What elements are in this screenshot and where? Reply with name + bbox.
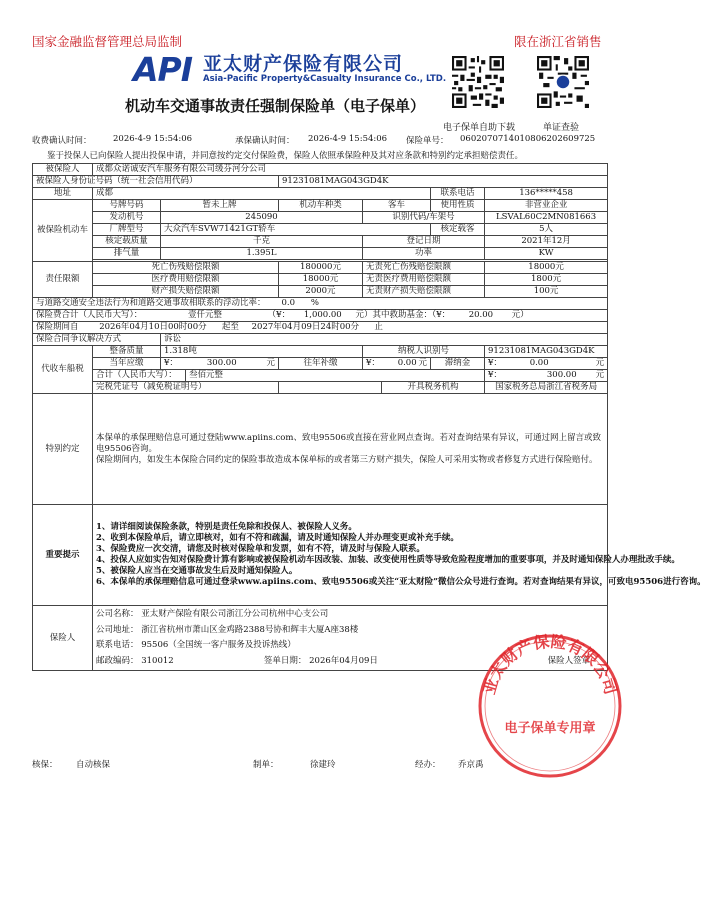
float-rate-value: 0.0 (281, 298, 295, 308)
load-value: 千克 (161, 236, 363, 248)
uw-confirm-time: 2026-4-9 15:54:06 (308, 134, 388, 144)
period-stop: 止 (374, 322, 383, 332)
insurer-seal-label: 保险人签章 (547, 656, 591, 667)
handler-label: 经办： (415, 760, 441, 770)
important-item: 5、被保险人应当在交通事故发生后及时通知保险人。 (96, 566, 298, 576)
tax-back-yen: ¥： (366, 358, 380, 368)
premium-total-row (33, 310, 608, 322)
policy-number: 0602070714010806202609725 (460, 134, 596, 144)
tax-current-label: 当年应缴 (93, 358, 161, 370)
tax-back-yuan: 元 (418, 358, 427, 368)
tax-back-cell (363, 358, 431, 370)
reg-date-value: 2021年12月 (485, 236, 608, 248)
rescue-fund-amount: 20.00 (468, 310, 494, 320)
important-notice-label: 重要提示 (33, 505, 93, 606)
regulator-note: 国家金融监督管理总局监制 (32, 34, 183, 49)
premium-total-amount: 1,000.00 (303, 310, 342, 320)
dispute-label: 保险合同争议解决方式 (33, 334, 161, 346)
period-row (33, 322, 608, 334)
insured-label: 被保险人 (33, 164, 93, 176)
important-item: 6、本保单的承保理赔信息可通过登录www.apiins.com、致电95506或关注“亚太财险”微信公众号进行查询。若对查询结果有异议，可致电95506进行咨询。 (96, 577, 706, 587)
special-terms-label: 特别约定 (33, 394, 93, 505)
phone-value: 136*****458 (485, 188, 608, 200)
seal-purpose-text: 电子保单专用章 (504, 721, 596, 736)
insurer-name-label: 公司名称： (96, 608, 139, 619)
address-value: 成都 (93, 188, 431, 200)
important-item: 3、保险费应一次交清，请您及时核对保险单和发票，如有不符，请及时与保险人联系。 (96, 544, 425, 554)
usage-label: 使用性质 (431, 200, 485, 212)
qr-code-verify[interactable] (537, 56, 589, 108)
important-notice-list (93, 505, 706, 606)
tax-current-yen: ¥： (164, 358, 178, 368)
vehicle-group-label: 被保险机动车 (33, 200, 93, 262)
reg-date-label: 登记日期 (363, 236, 485, 248)
qr-verify-caption: 单证查验 (543, 123, 580, 133)
phone-label: 联系电话 (431, 188, 485, 200)
nf-death-limit-value: 18000元 (485, 262, 608, 274)
plate-label: 号牌号码 (93, 200, 161, 212)
coverage-notice: 鉴于投保人已向保险人提出投保申请，并同意按约定交付保险费，保险人依照承保险种及其对应条款和特别约定承担赔偿责任。 (47, 151, 524, 161)
float-rate-label: 与道路交通安全违法行为和道路交通事故相联系的浮动比率： (36, 298, 266, 308)
medical-limit-label: 医疗费用赔偿限额 (93, 274, 279, 286)
insurer-zip-label: 邮政编码： (96, 656, 139, 667)
important-item: 2、收到本保险单后，请立即核对，如有不符和疏漏，请及时通知保险人并办理变更或补充手续。 (96, 533, 459, 543)
tax-sum-yen: ¥： (488, 370, 502, 380)
logo-chinese-name: 亚太财产保险有限公司 (203, 53, 404, 75)
nf-property-limit-value: 100元 (485, 286, 608, 298)
tax-cert-label: 完税凭证号（减免税证明号） (93, 382, 279, 394)
insurer-address-value: 浙江省杭州市萧山区金鸡路2388号协和辉丰大厦A座38楼 (141, 624, 359, 635)
vin-label: 识别代码/车架号 (363, 212, 485, 224)
nf-medical-limit-value: 1800元 (485, 274, 608, 286)
tax-cert-value (279, 382, 382, 394)
logo-api-mark: API (133, 50, 193, 89)
model-value: 大众汽车SVW71421GT轿车 (161, 224, 431, 236)
vin-value: LSVAL60C2MN081663 (485, 212, 608, 224)
curb-weight-label: 整备质量 (93, 346, 161, 358)
uw-confirm-label: 承保确认时间： (235, 136, 295, 146)
death-limit-value: 180000元 (279, 262, 363, 274)
insured-id: 91231081MAG043GD4K (279, 176, 608, 188)
vehicle-type-value: 客车 (363, 200, 431, 212)
review-label: 核保： (32, 760, 58, 770)
period-end: 2027年04月09日24时00分 (251, 322, 360, 332)
model-label: 厂牌型号 (93, 224, 161, 236)
insurer-name-value: 亚太财产保险有限公司浙江分公司杭州中心支公司 (141, 608, 329, 619)
tax-sum-yuan: 元 (595, 370, 605, 380)
insurer-address-label: 公司地址： (96, 624, 139, 635)
maker-value: 徐建玲 (310, 760, 336, 770)
premium-total-label: 保险费合计（人民币大写）： (36, 310, 143, 320)
company-seal-stamp (476, 632, 624, 780)
tax-back-value: 0.00 (397, 358, 417, 368)
rescue-fund-close: 元） (511, 310, 529, 320)
seats-label: 核定载客 (431, 224, 485, 236)
period-label: 保险期间自 (36, 322, 79, 332)
period-mid: 起至 (221, 322, 239, 332)
qr-code-download[interactable] (452, 56, 504, 108)
liability-group-label: 责任限额 (33, 262, 93, 298)
nf-death-limit-label: 无责死亡伤残赔偿限额 (363, 262, 485, 274)
curb-weight-value: 1.318吨 (161, 346, 363, 358)
insurer-label: 保险人 (33, 606, 93, 671)
special-terms-text: 本保单的承保理赔信息可通过登陆www.apiins.com、致电95506或直接在营业网点查询。若对查询结果有异议，可通过网上留言或致电95506咨询。 保险期间内，如发生本保险合同约定的保险事故造成本保单标的或者第三方财产损失，保险人可采用实物或者修复方式进行保险赔付。 (93, 394, 608, 505)
plate-value: 暂未上牌 (161, 200, 279, 212)
sign-date-label: 签单日期： (263, 656, 307, 667)
logo-english-name: Asia-Pacific Property&Casualty Insurance Co., LTD. (203, 74, 447, 84)
taxpayer-id-value: 91231081MAG043GD4K (485, 346, 608, 358)
tax-late-yuan: 元 (595, 358, 605, 368)
review-value: 自动核保 (76, 760, 111, 770)
address-label: 地址 (33, 188, 93, 200)
tax-office-label: 开具税务机构 (382, 382, 485, 394)
usage-value: 非营业企业 (485, 200, 608, 212)
property-limit-value: 2000元 (279, 286, 363, 298)
insured-name: 成都众诺诚安汽车服务有限公司缓芬河分公司 (93, 164, 608, 176)
tax-sum-value: 300.00 (546, 370, 577, 380)
important-item: 1、请详细阅读保险条款，特别是责任免除和投保人、被保险人义务。 (96, 522, 357, 532)
handler-value: 乔京禹 (458, 760, 484, 770)
tax-current-yuan: 元 (266, 358, 275, 368)
dispute-value: 诉讼 (161, 334, 608, 346)
vehicle-tax-group-label: 代收车船税 (33, 346, 93, 394)
sign-date-value: 2026年04月09日 (309, 656, 378, 667)
power-value: KW (485, 248, 608, 260)
premium-yen-open: （¥： (267, 310, 291, 320)
tax-late-yen: ¥： (488, 358, 502, 368)
tax-late-label: 滞纳金 (431, 358, 485, 370)
tax-late-cell (485, 358, 608, 370)
maker-label: 制单： (253, 760, 279, 770)
property-limit-label: 财产损失赔偿限额 (93, 286, 279, 298)
insurer-zip-value: 310012 (141, 656, 174, 667)
tax-current-cell (161, 358, 279, 370)
document-title: 机动车交通事故责任强制保险单（电子保单） (124, 97, 425, 115)
tax-sum-cell (485, 370, 608, 382)
insurer-name-row (93, 606, 608, 623)
tax-current-value: 300.00 (206, 358, 237, 368)
power-label: 功率 (363, 248, 485, 260)
tax-late-value: 0.00 (529, 358, 549, 368)
float-rate-unit: % (310, 298, 319, 308)
insurer-phone-label: 联系电话： (96, 640, 139, 651)
displacement-label: 排气量 (93, 248, 161, 260)
company-logo (133, 50, 447, 90)
nf-property-limit-label: 无责财产损失赔偿限额 (363, 286, 485, 298)
tax-office-value: 国家税务总局浙江省税务局 (485, 382, 608, 394)
rescue-fund-label: 元）其中救助基金：（¥： (355, 310, 451, 320)
insured-id-label: 被保险人身份证号码（统一社会信用代码） (33, 176, 279, 188)
load-label: 核定载质量 (93, 236, 161, 248)
seal-company-text: 亚太财产保险有限公司 (479, 632, 621, 697)
vehicle-type-label: 机动车种类 (279, 200, 363, 212)
death-limit-label: 死亡伤残赔偿限额 (93, 262, 279, 274)
nf-medical-limit-label: 无责医疗费用赔偿限额 (363, 274, 485, 286)
policy-no-label: 保险单号： (406, 136, 449, 146)
sales-region-note: 限在浙江省销售 (514, 34, 602, 49)
important-item: 4、投保人应如实告知对保险费计算有影响或被保险机动车因改装、加装、改变使用性质等导致危险程度增加的重要事项，并及时通知保险人办理批改手续。 (96, 555, 680, 565)
taxpayer-id-label: 纳税人识别号 (363, 346, 485, 358)
engine-value: 245090 (161, 212, 363, 224)
tax-back-label: 往年补缴 (279, 358, 363, 370)
tax-sum-label: 合计（人民币大写）： (93, 370, 186, 382)
qr-download-caption: 电子保单自助下载 (443, 123, 516, 133)
fee-confirm-time: 2026-4-9 15:54:06 (113, 134, 193, 144)
float-rate-row (33, 298, 608, 310)
fee-confirm-label: 收费确认时间： (32, 136, 92, 146)
period-start: 2026年04月10日00时00分 (99, 322, 207, 332)
seats-value: 5人 (485, 224, 608, 236)
premium-total-words: 壹仟元整 (187, 310, 222, 320)
policy-table (32, 163, 706, 671)
engine-label: 发动机号 (93, 212, 161, 224)
medical-limit-value: 18000元 (279, 274, 363, 286)
tax-sum-words: 叁佰元整 (186, 370, 485, 382)
displacement-value: 1.395L (161, 248, 363, 260)
insurer-phone-value: 95506（全国统一客户服务及投诉热线） (141, 640, 296, 651)
